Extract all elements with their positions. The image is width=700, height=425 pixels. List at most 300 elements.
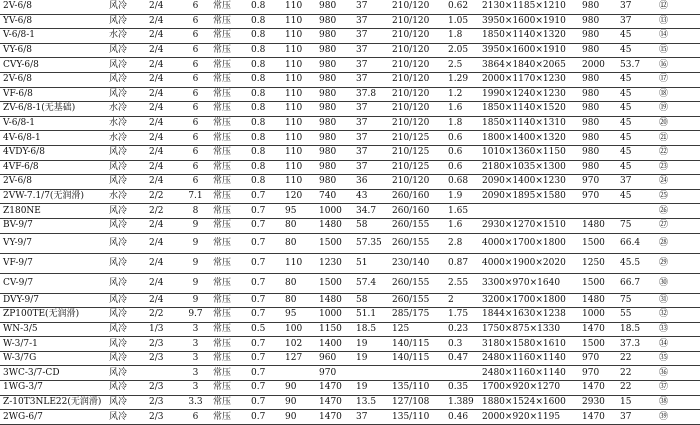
cell-exhaust-pressure: 0.7	[249, 273, 283, 293]
table-row	[0, 410, 700, 425]
cell-motor-power: 66.4	[618, 233, 657, 253]
cell-exhaust-pressure: 0.7	[249, 204, 283, 219]
cell-stroke: 90	[283, 395, 317, 410]
reference-mark: ⑯	[659, 59, 669, 70]
cell-model: DVY-9/7	[0, 293, 107, 308]
cell-ref-mark	[657, 233, 700, 253]
cell-speed: 980	[317, 43, 354, 58]
cell-model: VY-9/7	[0, 233, 107, 253]
cell-stroke: 100	[283, 322, 317, 337]
table-row	[0, 160, 700, 175]
cell-stages: 2/4	[147, 253, 180, 273]
cell-model: W-3/7G	[0, 351, 107, 366]
cell-cylinder-diameter: 210/120	[390, 29, 446, 44]
cell-power: 37	[354, 58, 390, 73]
cell-model: V-6/8-1	[0, 116, 107, 131]
cell-weight: 1.6	[446, 218, 480, 233]
cell-intake-pressure: 常压	[211, 351, 249, 366]
cell-stages: 2/4	[147, 160, 180, 175]
cell-stroke: 110	[283, 131, 317, 146]
cell-model: W-3/7-1	[0, 337, 107, 352]
cell-cylinder-diameter: 230/140	[390, 253, 446, 273]
cell-cylinder-diameter: 210/120	[390, 175, 446, 190]
cell-model: ZV-6/8-1(无基础)	[0, 102, 107, 117]
cell-exhaust-pressure: 0.8	[249, 160, 283, 175]
cell-intake-pressure: 常压	[211, 43, 249, 58]
cell-intake-pressure: 常压	[211, 175, 249, 190]
cell-displacement: 3	[180, 337, 211, 352]
cell-ref-mark	[657, 145, 700, 160]
cell-weight: 0.23	[446, 322, 480, 337]
cell-weight: 2.8	[446, 233, 480, 253]
cell-motor-power: 22	[618, 366, 657, 381]
cell-cooling: 风冷	[107, 337, 147, 352]
cell-displacement: 6	[180, 102, 211, 117]
cell-power: 37	[354, 43, 390, 58]
cell-displacement: 9	[180, 233, 211, 253]
cell-displacement: 6	[180, 160, 211, 175]
cell-cooling: 风冷	[107, 145, 147, 160]
cell-displacement: 7.1	[180, 189, 211, 204]
cell-cooling: 风冷	[107, 381, 147, 396]
cell-motor-speed: 2930	[580, 395, 618, 410]
cell-model: 4VDY-6/8	[0, 145, 107, 160]
cell-speed: 1480	[317, 218, 354, 233]
cell-speed: 1000	[317, 308, 354, 323]
cell-cylinder-diameter: 260/155	[390, 273, 446, 293]
reference-mark: ㉒	[659, 147, 669, 158]
cell-ref-mark	[657, 29, 700, 44]
cell-speed: 980	[317, 131, 354, 146]
cell-motor-speed: 2000	[580, 58, 618, 73]
reference-mark: ㉖	[659, 205, 669, 216]
cell-ref-mark	[657, 366, 700, 381]
cell-power: 51.1	[354, 308, 390, 323]
cell-intake-pressure: 常压	[211, 116, 249, 131]
cell-ref-mark	[657, 87, 700, 102]
cell-model: 1WG-3/7	[0, 381, 107, 396]
cell-stroke: 110	[283, 58, 317, 73]
cell-stroke: 110	[283, 253, 317, 273]
cell-cooling: 风冷	[107, 175, 147, 190]
cell-stroke: 110	[283, 102, 317, 117]
cell-weight: 0.68	[446, 175, 480, 190]
cell-motor-speed: 1470	[580, 410, 618, 425]
cell-exhaust-pressure: 0.8	[249, 116, 283, 131]
cell-stages: 2/4	[147, 233, 180, 253]
cell-stroke: 110	[283, 116, 317, 131]
reference-mark: ⑰	[659, 74, 669, 85]
cell-stroke: 80	[283, 218, 317, 233]
cell-cooling: 风冷	[107, 43, 147, 58]
cell-power: 57.4	[354, 273, 390, 293]
cell-cylinder-diameter: 210/120	[390, 58, 446, 73]
cell-intake-pressure: 常压	[211, 72, 249, 87]
cell-dimensions: 3180×1580×1610	[480, 337, 580, 352]
cell-ref-mark	[657, 293, 700, 308]
cell-intake-pressure: 常压	[211, 293, 249, 308]
cell-motor-power: 37	[618, 410, 657, 425]
table-row	[0, 293, 700, 308]
cell-dimensions: 1010×1360×1150	[480, 145, 580, 160]
cell-cylinder-diameter: 260/155	[390, 218, 446, 233]
cell-speed: 960	[317, 351, 354, 366]
cell-motor-speed: 980	[580, 145, 618, 160]
table-row	[0, 87, 700, 102]
cell-weight: 2.55	[446, 273, 480, 293]
cell-power	[354, 366, 390, 381]
cell-motor-speed: 980	[580, 87, 618, 102]
cell-exhaust-pressure: 0.8	[249, 131, 283, 146]
cell-cooling: 风冷	[107, 14, 147, 29]
cell-model: 2V-6/8	[0, 175, 107, 190]
table-row	[0, 175, 700, 190]
cell-weight: 1.8	[446, 116, 480, 131]
cell-weight: 1.9	[446, 189, 480, 204]
cell-cylinder-diameter: 210/120	[390, 72, 446, 87]
cell-dimensions: 1990×1240×1230	[480, 87, 580, 102]
cell-ref-mark	[657, 322, 700, 337]
reference-mark: ⑲	[659, 103, 669, 114]
cell-cooling: 风冷	[107, 204, 147, 219]
cell-power: 37	[354, 410, 390, 425]
cell-speed: 980	[317, 0, 354, 14]
cell-power: 19	[354, 337, 390, 352]
cell-cylinder-diameter: 260/160	[390, 204, 446, 219]
cell-speed: 1500	[317, 273, 354, 293]
cell-displacement: 6	[180, 58, 211, 73]
cell-stroke: 120	[283, 189, 317, 204]
cell-model: YV-6/8	[0, 14, 107, 29]
reference-mark: ㉗	[659, 220, 669, 231]
reference-mark: ㉑	[659, 132, 669, 143]
cell-cooling: 风冷	[107, 308, 147, 323]
cell-intake-pressure: 常压	[211, 87, 249, 102]
cell-stages: 2/4	[147, 14, 180, 29]
cell-ref-mark	[657, 131, 700, 146]
reference-mark: ㊱	[659, 367, 669, 378]
cell-stroke	[283, 366, 317, 381]
cell-model: VY-6/8	[0, 43, 107, 58]
cell-dimensions: 2480×1160×1140	[480, 351, 580, 366]
cell-speed: 980	[317, 145, 354, 160]
cell-cooling: 风冷	[107, 253, 147, 273]
cell-cooling: 水冷	[107, 116, 147, 131]
cell-model: Z180NE	[0, 204, 107, 219]
cell-ref-mark	[657, 175, 700, 190]
cell-cylinder-diameter: 135/110	[390, 381, 446, 396]
cell-cooling: 风冷	[107, 72, 147, 87]
cell-cooling: 风冷	[107, 410, 147, 425]
cell-weight: 0.6	[446, 160, 480, 175]
cell-displacement: 3	[180, 351, 211, 366]
cell-power: 58	[354, 218, 390, 233]
cell-speed: 980	[317, 160, 354, 175]
cell-intake-pressure: 常压	[211, 0, 249, 14]
cell-stages: 2/4	[147, 58, 180, 73]
cell-motor-speed: 980	[580, 72, 618, 87]
reference-mark: ㉟	[659, 353, 669, 364]
table-row	[0, 351, 700, 366]
cell-exhaust-pressure: 0.7	[249, 366, 283, 381]
cell-stroke: 90	[283, 410, 317, 425]
cell-speed: 980	[317, 58, 354, 73]
cell-motor-speed: 970	[580, 189, 618, 204]
cell-cylinder-diameter: 260/160	[390, 189, 446, 204]
cell-motor-power: 15	[618, 395, 657, 410]
cell-displacement: 3	[180, 366, 211, 381]
cell-exhaust-pressure: 0.7	[249, 253, 283, 273]
table-row	[0, 233, 700, 253]
cell-motor-speed: 970	[580, 175, 618, 190]
cell-cooling: 风冷	[107, 0, 147, 14]
cell-motor-power: 45	[618, 116, 657, 131]
cell-motor-power: 45	[618, 72, 657, 87]
table-row	[0, 273, 700, 293]
cell-motor-power: 45	[618, 102, 657, 117]
cell-exhaust-pressure: 0.7	[249, 351, 283, 366]
table-row	[0, 14, 700, 29]
cell-intake-pressure: 常压	[211, 273, 249, 293]
reference-mark: ㉝	[659, 323, 669, 334]
cell-power: 58	[354, 293, 390, 308]
cell-dimensions: 1850×1140×1320	[480, 29, 580, 44]
cell-dimensions: 1850×1140×1310	[480, 116, 580, 131]
cell-model: BV-9/7	[0, 218, 107, 233]
cell-cylinder-diameter: 140/115	[390, 351, 446, 366]
cell-motor-speed: 1470	[580, 381, 618, 396]
cell-cooling: 水冷	[107, 131, 147, 146]
cell-cooling: 水冷	[107, 102, 147, 117]
cell-cylinder-diameter: 210/125	[390, 145, 446, 160]
cell-ref-mark	[657, 189, 700, 204]
cell-power: 51	[354, 253, 390, 273]
cell-cylinder-diameter: 285/175	[390, 308, 446, 323]
cell-ref-mark	[657, 218, 700, 233]
cell-cylinder-diameter	[390, 366, 446, 381]
cell-dimensions: 1880×1524×1600	[480, 395, 580, 410]
cell-motor-power: 75	[618, 218, 657, 233]
cell-motor-speed: 1250	[580, 253, 618, 273]
table-row	[0, 58, 700, 73]
cell-cooling: 风冷	[107, 351, 147, 366]
cell-exhaust-pressure: 0.7	[249, 233, 283, 253]
cell-speed: 980	[317, 116, 354, 131]
cell-dimensions: 3864×1840×2065	[480, 58, 580, 73]
reference-mark: ⑱	[659, 88, 669, 99]
cell-power: 13.5	[354, 395, 390, 410]
cell-displacement: 6	[180, 131, 211, 146]
cell-motor-power: 66.7	[618, 273, 657, 293]
cell-motor-power: 18.5	[618, 322, 657, 337]
table-row	[0, 29, 700, 44]
cell-power: 36	[354, 175, 390, 190]
cell-intake-pressure: 常压	[211, 218, 249, 233]
reference-mark: ⑫	[659, 1, 669, 12]
cell-motor-power: 22	[618, 351, 657, 366]
cell-displacement: 9	[180, 218, 211, 233]
cell-stages: 2/2	[147, 308, 180, 323]
cell-exhaust-pressure: 0.8	[249, 14, 283, 29]
cell-displacement: 6	[180, 0, 211, 14]
cell-ref-mark	[657, 102, 700, 117]
cell-cooling: 风冷	[107, 322, 147, 337]
cell-speed: 980	[317, 175, 354, 190]
cell-motor-power: 53.7	[618, 58, 657, 73]
cell-displacement: 3.3	[180, 395, 211, 410]
cell-cooling: 水冷	[107, 29, 147, 44]
cell-model: VF-9/7	[0, 253, 107, 273]
cell-displacement: 3	[180, 322, 211, 337]
cell-motor-power: 55	[618, 308, 657, 323]
table-row	[0, 116, 700, 131]
cell-dimensions: 2000×1170×1230	[480, 72, 580, 87]
cell-dimensions: 4000×1900×2020	[480, 253, 580, 273]
cell-cooling: 风冷	[107, 160, 147, 175]
reference-mark: ⑮	[659, 45, 669, 56]
cell-cylinder-diameter: 135/110	[390, 410, 446, 425]
cell-exhaust-pressure: 0.8	[249, 0, 283, 14]
cell-intake-pressure: 常压	[211, 160, 249, 175]
cell-displacement: 6	[180, 410, 211, 425]
cell-power: 37	[354, 116, 390, 131]
cell-weight: 0.3	[446, 337, 480, 352]
cell-power: 37	[354, 131, 390, 146]
table-row	[0, 253, 700, 273]
cell-motor-power: 75	[618, 293, 657, 308]
cell-exhaust-pressure: 0.8	[249, 43, 283, 58]
cell-model: ZP100TE(无润滑)	[0, 308, 107, 323]
cell-stages: 2/4	[147, 102, 180, 117]
cell-motor-speed: 1480	[580, 218, 618, 233]
cell-weight: 0.46	[446, 410, 480, 425]
cell-exhaust-pressure: 0.7	[249, 293, 283, 308]
cell-dimensions	[480, 204, 580, 219]
cell-ref-mark	[657, 116, 700, 131]
cell-dimensions: 3950×1600×1910	[480, 43, 580, 58]
cell-stages: 2/2	[147, 204, 180, 219]
cell-weight	[446, 366, 480, 381]
cell-speed: 1000	[317, 204, 354, 219]
cell-motor-speed: 980	[580, 160, 618, 175]
cell-weight: 0.87	[446, 253, 480, 273]
table-row	[0, 0, 700, 14]
cell-intake-pressure: 常压	[211, 381, 249, 396]
cell-motor-speed: 1470	[580, 322, 618, 337]
cell-dimensions: 1844×1630×1238	[480, 308, 580, 323]
cell-model: CVY-6/8	[0, 58, 107, 73]
cell-cylinder-diameter: 127/108	[390, 395, 446, 410]
cell-speed: 1150	[317, 322, 354, 337]
table-row	[0, 308, 700, 323]
cell-ref-mark	[657, 14, 700, 29]
cell-weight: 1.389	[446, 395, 480, 410]
cell-motor-speed: 970	[580, 366, 618, 381]
cell-model: 2V-6/8	[0, 0, 107, 14]
cell-speed: 980	[317, 102, 354, 117]
cell-motor-speed: 980	[580, 131, 618, 146]
cell-cylinder-diameter: 210/120	[390, 0, 446, 14]
cell-stages: 2/3	[147, 410, 180, 425]
reference-mark: ㉙	[659, 257, 669, 268]
cell-motor-power: 45	[618, 131, 657, 146]
cell-weight: 2.5	[446, 58, 480, 73]
cell-stroke: 102	[283, 337, 317, 352]
cell-weight: 1.05	[446, 14, 480, 29]
cell-stages	[147, 366, 180, 381]
cell-displacement: 9.7	[180, 308, 211, 323]
cell-stroke: 95	[283, 308, 317, 323]
cell-stroke: 90	[283, 381, 317, 396]
cell-speed: 980	[317, 14, 354, 29]
cell-stages: 2/4	[147, 218, 180, 233]
cell-stages: 1/3	[147, 322, 180, 337]
cell-stages: 2/4	[147, 72, 180, 87]
cell-ref-mark	[657, 410, 700, 425]
table-row	[0, 102, 700, 117]
cell-ref-mark	[657, 395, 700, 410]
cell-weight: 0.47	[446, 351, 480, 366]
cell-motor-speed: 980	[580, 116, 618, 131]
cell-displacement: 3	[180, 381, 211, 396]
cell-power: 19	[354, 351, 390, 366]
cell-model: 4VF-6/8	[0, 160, 107, 175]
table-row	[0, 43, 700, 58]
cell-cooling: 风冷	[107, 273, 147, 293]
cell-speed: 1470	[317, 395, 354, 410]
cell-intake-pressure: 常压	[211, 58, 249, 73]
cell-motor-speed: 1000	[580, 308, 618, 323]
cell-displacement: 6	[180, 29, 211, 44]
cell-weight: 1.8	[446, 29, 480, 44]
reference-mark: ㉔	[659, 176, 669, 187]
cell-weight: 0.35	[446, 381, 480, 396]
cell-ref-mark	[657, 58, 700, 73]
cell-displacement: 6	[180, 14, 211, 29]
reference-mark: ㉘	[659, 237, 669, 248]
cell-intake-pressure: 常压	[211, 189, 249, 204]
cell-speed: 980	[317, 72, 354, 87]
cell-dimensions: 3200×1700×1800	[480, 293, 580, 308]
cell-motor-power: 37	[618, 0, 657, 14]
cell-motor-speed: 980	[580, 43, 618, 58]
cell-ref-mark	[657, 253, 700, 273]
reference-mark: ⑭	[659, 30, 669, 41]
cell-power: 57.35	[354, 233, 390, 253]
cell-dimensions: 2090×1895×1580	[480, 189, 580, 204]
cell-cylinder-diameter: 210/120	[390, 14, 446, 29]
cell-motor-power: 45	[618, 189, 657, 204]
cell-stages: 2/4	[147, 293, 180, 308]
cell-displacement: 9	[180, 273, 211, 293]
cell-model: 4V-6/8-1	[0, 131, 107, 146]
cell-stages: 2/3	[147, 351, 180, 366]
cell-displacement: 6	[180, 87, 211, 102]
cell-stages: 2/4	[147, 0, 180, 14]
cell-ref-mark	[657, 72, 700, 87]
cell-weight: 1.2	[446, 87, 480, 102]
cell-weight: 0.6	[446, 145, 480, 160]
cell-motor-power	[618, 204, 657, 219]
cell-speed: 1470	[317, 410, 354, 425]
cell-cylinder-diameter: 210/125	[390, 160, 446, 175]
cell-motor-speed: 1500	[580, 273, 618, 293]
cell-weight: 2.05	[446, 43, 480, 58]
cell-power: 37	[354, 29, 390, 44]
cell-exhaust-pressure: 0.8	[249, 29, 283, 44]
cell-speed: 980	[317, 87, 354, 102]
cell-stages: 2/4	[147, 87, 180, 102]
